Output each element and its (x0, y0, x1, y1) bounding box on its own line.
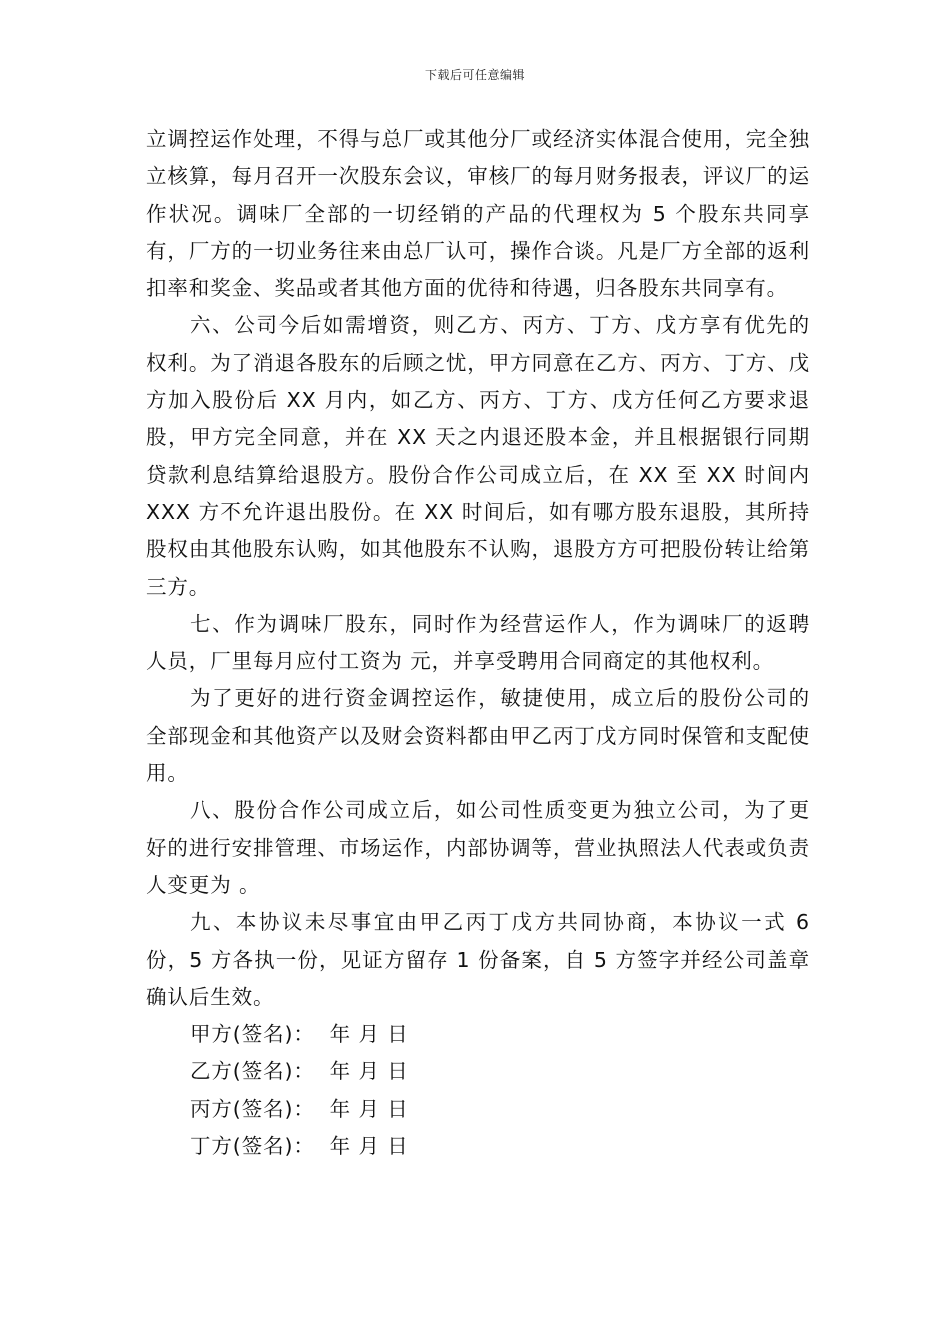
signature-line-party-a: 甲方(签名)： 年 月 日 (190, 1022, 409, 1047)
page-header: 下载后可任意编辑 (424, 68, 525, 82)
paragraph-section-8: 八、股份合作公司成立后，如公司性质变更为独立公司，为了更好的进行安排管理、市场运作，内部协调等，营业执照法人代表或负责人变更为 。 (146, 798, 810, 897)
paragraph-section-7: 七、作为调味厂股东，同时作为经营运作人，作为调味厂的返聘人员，厂里每月应付工资为 元，并享受聘用合同商定的其他权利。 (146, 611, 810, 674)
paragraph-section-9: 九、本协议未尽事宜由甲乙丙丁戊方共同协商，本协议一式 6 份，5 方各执一份，见证方留存 1 份备案，自 5 方签字并经公司盖章确认后生效。 (146, 910, 810, 1009)
paragraph-section-6: 六、公司今后如需增资，则乙方、丙方、丁方、戊方享有优先的权利。为了消退各股东的后顾之忧，甲方同意在乙方、丙方、丁方、戊方加入股份后 XX 月内，如乙方、丙方、丁方、戊方任何乙方要求退股，甲方完全同意，并在 XX 天之内退还股本金，并且根据银行同期贷款利息结算给退股方。股份合作公司成立后，在 XX 至 XX 时间内 XXX 方不允许退出股份。在 XX 时间后，如有哪方股东退股，其所持股权由其他股东认购，如其他股东不认购，退股方方可把股份转让给第三方。 (146, 313, 810, 599)
document-body (146, 121, 810, 1165)
signature-line-party-d: 丁方(签名)： 年 月 日 (190, 1134, 409, 1159)
signature-line-party-c: 丙方(签名)： 年 月 日 (190, 1096, 409, 1121)
paragraph-funds: 为了更好的进行资金调控运作，敏捷使用，成立后的股份公司的全部现金和其他资产以及财会资料都由甲乙丙丁戊方同时保管和支配使用。 (146, 686, 810, 786)
paragraph-continued: 立调控运作处理，不得与总厂或其他分厂或经济实体混合使用，完全独立核算，每月召开一次股东会议，审核厂的每月财务报表，评议厂的运作状况。调味厂全部的一切经销的产品的代理权为 5 个股东共同享有，厂方的一切业务往来由总厂认可，操作合谈。凡是厂方全部的返利扣率和奖金、奖品或者其他方面的优待和待遇，归各股东共同享有。 (146, 127, 810, 301)
signature-line-party-b: 乙方(签名)： 年 月 日 (190, 1059, 409, 1084)
